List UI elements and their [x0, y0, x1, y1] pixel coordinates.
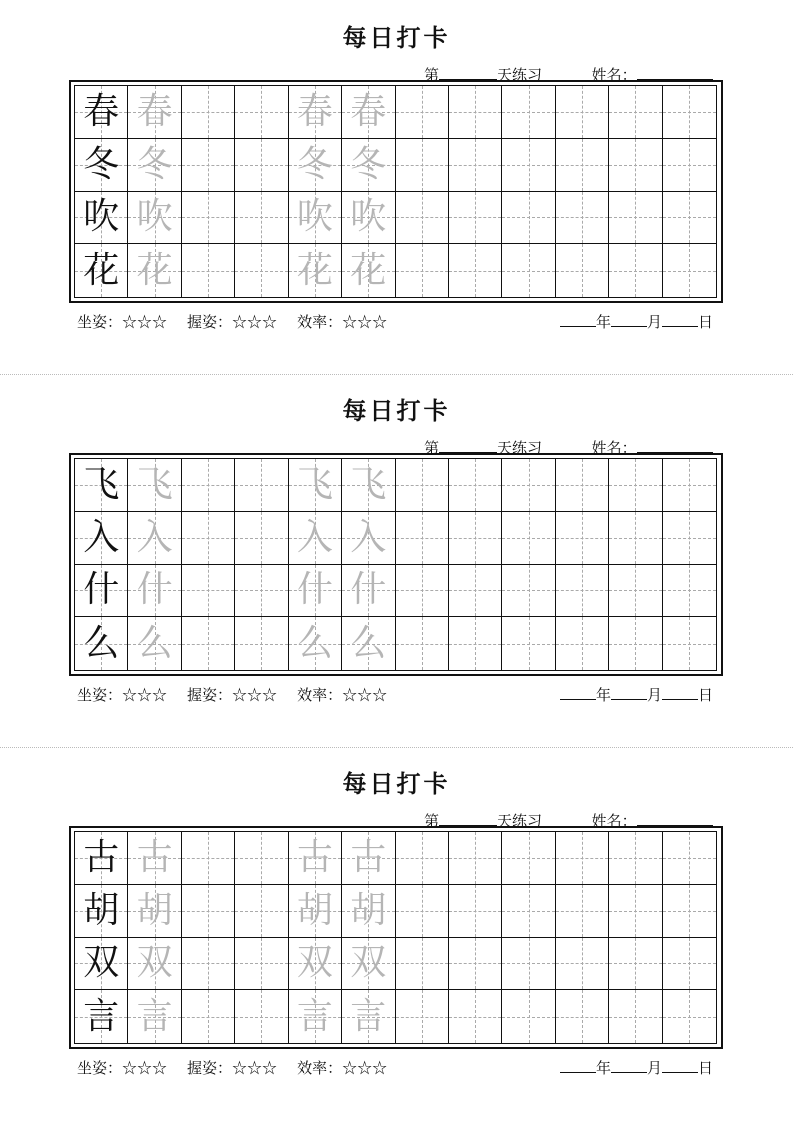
model-character: 双	[83, 942, 120, 984]
trace-character: 飞	[136, 463, 173, 505]
grid-cell[interactable]	[502, 832, 555, 885]
grid-cell[interactable]	[502, 244, 555, 297]
trace-character: 胡	[350, 889, 387, 931]
trace-character: 春	[136, 90, 173, 132]
grid-cell[interactable]	[128, 139, 181, 192]
day-prefix: 第	[424, 439, 440, 457]
grid-cell[interactable]	[128, 459, 181, 512]
rating	[187, 686, 277, 704]
star-rating[interactable]: ☆☆☆	[232, 313, 278, 331]
grid-cell[interactable]	[75, 885, 128, 938]
grid-cell[interactable]	[502, 885, 555, 938]
footer-row	[77, 1057, 717, 1078]
model-character: 古	[83, 836, 120, 878]
grid-cell[interactable]	[75, 617, 128, 670]
trace-character: 么	[350, 622, 387, 664]
grid-cell[interactable]	[128, 990, 181, 1043]
grid-cell[interactable]	[502, 617, 555, 670]
grid-cell[interactable]	[396, 459, 449, 512]
month-label: 月	[646, 1059, 662, 1077]
grid-cell[interactable]	[128, 86, 181, 139]
trace-character: 古	[136, 836, 173, 878]
grid-cell[interactable]	[502, 938, 555, 991]
model-character: 胡	[83, 889, 120, 931]
trace-character: 飞	[296, 463, 333, 505]
grid-cell[interactable]	[609, 512, 662, 565]
practice-section	[0, 0, 793, 373]
grid-cell[interactable]	[663, 244, 716, 297]
grid-cell[interactable]	[396, 565, 449, 618]
grid-cell[interactable]	[663, 885, 716, 938]
grid-cell[interactable]	[502, 512, 555, 565]
grid-cell[interactable]	[182, 192, 235, 245]
model-character: 吹	[83, 196, 120, 238]
grid-cell[interactable]	[396, 990, 449, 1043]
writing-grid	[69, 80, 723, 303]
day-input-line[interactable]	[439, 65, 497, 80]
rating	[297, 313, 387, 331]
grid-cell[interactable]	[235, 86, 288, 139]
model-character: 什	[83, 569, 120, 611]
trace-character: 冬	[296, 143, 333, 185]
grid-cell[interactable]	[556, 192, 609, 245]
grid-cell[interactable]	[289, 885, 342, 938]
trace-character: 冬	[350, 143, 387, 185]
grid-cell[interactable]	[289, 244, 342, 297]
grid-cell[interactable]	[449, 244, 502, 297]
grid-cell[interactable]	[289, 565, 342, 618]
grid-cell[interactable]	[235, 832, 288, 885]
trace-character: 吹	[296, 196, 333, 238]
grid-cell[interactable]	[182, 990, 235, 1043]
grid-cell[interactable]	[342, 565, 395, 618]
rating	[297, 686, 387, 704]
star-rating[interactable]: ☆☆☆	[122, 1059, 168, 1077]
cut-line-divider	[0, 374, 793, 375]
grid-cell[interactable]	[235, 565, 288, 618]
rating-label: 坐姿：	[77, 313, 123, 331]
grid-cell[interactable]	[556, 990, 609, 1043]
name-label: 姓名：	[591, 66, 637, 84]
grid-cell[interactable]	[342, 192, 395, 245]
rating-label: 效率：	[297, 313, 343, 331]
grid-cell[interactable]	[609, 459, 662, 512]
grid-cell[interactable]	[663, 938, 716, 991]
trace-character: 入	[350, 516, 387, 558]
grid-cell[interactable]	[75, 192, 128, 245]
grid-cell[interactable]	[128, 617, 181, 670]
grid-cell[interactable]	[182, 459, 235, 512]
month-line[interactable]	[611, 312, 647, 327]
grid-cell[interactable]	[449, 990, 502, 1043]
rating	[187, 313, 277, 331]
rating	[297, 1059, 387, 1077]
grid-cell[interactable]	[235, 139, 288, 192]
grid-cell[interactable]	[609, 938, 662, 991]
trace-character: 什	[136, 569, 173, 611]
model-character: 花	[83, 249, 120, 291]
grid-cell[interactable]	[502, 139, 555, 192]
trace-character: 什	[350, 569, 387, 611]
day-label: 日	[697, 313, 713, 331]
year-line[interactable]	[560, 1058, 596, 1073]
grid-cell[interactable]	[449, 938, 502, 991]
grid-cell[interactable]	[556, 617, 609, 670]
grid-cell[interactable]	[75, 565, 128, 618]
grid-cell[interactable]	[609, 244, 662, 297]
day-input-line[interactable]	[439, 811, 497, 826]
grid-cell[interactable]	[75, 990, 128, 1043]
grid-cell[interactable]	[609, 885, 662, 938]
grid-cell[interactable]	[342, 938, 395, 991]
grid-cell[interactable]	[128, 192, 181, 245]
grid-cell[interactable]	[128, 938, 181, 991]
model-character: 入	[83, 516, 120, 558]
star-rating[interactable]: ☆☆☆	[232, 686, 278, 704]
year-label: 年	[595, 313, 611, 331]
model-character: 言	[83, 995, 120, 1037]
grid-cell[interactable]	[502, 192, 555, 245]
grid-cell[interactable]	[128, 244, 181, 297]
grid-cell[interactable]	[609, 86, 662, 139]
grid-cell[interactable]	[663, 617, 716, 670]
grid-cell[interactable]	[75, 938, 128, 991]
trace-character: 冬	[136, 143, 173, 185]
star-rating[interactable]: ☆☆☆	[122, 313, 168, 331]
day-label: 日	[697, 1059, 713, 1077]
trace-character: 吹	[350, 196, 387, 238]
model-character: 春	[83, 90, 120, 132]
trace-character: 胡	[136, 889, 173, 931]
name-input-line[interactable]	[637, 811, 713, 826]
section-title: 每日打卡	[342, 769, 451, 798]
star-rating[interactable]: ☆☆☆	[122, 686, 168, 704]
star-rating[interactable]: ☆☆☆	[342, 1059, 388, 1077]
trace-character: 花	[296, 249, 333, 291]
day-suffix: 天练习	[497, 439, 543, 457]
grid-cell[interactable]	[449, 565, 502, 618]
trace-character: 春	[296, 90, 333, 132]
model-character: 飞	[83, 463, 120, 505]
trace-character: 双	[136, 942, 173, 984]
grid-cell[interactable]	[128, 512, 181, 565]
grid-cell[interactable]	[556, 832, 609, 885]
grid-cell[interactable]	[289, 938, 342, 991]
rating	[77, 1059, 167, 1077]
day-suffix: 天练习	[497, 66, 543, 84]
model-character: 么	[83, 622, 120, 664]
grid-cell[interactable]	[449, 617, 502, 670]
trace-character: 双	[296, 942, 333, 984]
trace-character: 么	[296, 622, 333, 664]
grid-cell[interactable]	[289, 832, 342, 885]
grid-cell[interactable]	[663, 192, 716, 245]
grid-cell[interactable]	[609, 192, 662, 245]
grid-cell[interactable]	[182, 139, 235, 192]
grid-cell[interactable]	[182, 617, 235, 670]
rating-label: 握姿：	[187, 1059, 233, 1077]
grid-cell[interactable]	[128, 885, 181, 938]
footer-row	[77, 684, 717, 705]
month-line[interactable]	[611, 1058, 647, 1073]
trace-character: 言	[350, 995, 387, 1037]
grid-cell[interactable]	[235, 885, 288, 938]
grid-cell[interactable]	[75, 832, 128, 885]
grid-cell[interactable]	[235, 459, 288, 512]
grid-cell[interactable]	[556, 244, 609, 297]
grid-cell[interactable]	[502, 990, 555, 1043]
trace-character: 古	[296, 836, 333, 878]
rating-label: 效率：	[297, 1059, 343, 1077]
grid-cell[interactable]	[342, 86, 395, 139]
rating-label: 效率：	[297, 686, 343, 704]
trace-character: 言	[296, 995, 333, 1037]
writing-grid	[69, 826, 723, 1049]
year-line[interactable]	[560, 312, 596, 327]
grid-cell[interactable]	[609, 990, 662, 1043]
grid-cell[interactable]	[289, 139, 342, 192]
year-label: 年	[595, 686, 611, 704]
grid-cell[interactable]	[396, 192, 449, 245]
grid-cell[interactable]	[449, 192, 502, 245]
name-input-line[interactable]	[637, 438, 713, 453]
trace-character: 花	[136, 249, 173, 291]
grid-cell[interactable]	[396, 244, 449, 297]
grid-cell[interactable]	[502, 459, 555, 512]
year-line[interactable]	[560, 685, 596, 700]
grid-cell[interactable]	[182, 512, 235, 565]
grid-cell[interactable]	[75, 459, 128, 512]
day-prefix: 第	[424, 66, 440, 84]
grid-cell[interactable]	[75, 512, 128, 565]
grid-cell[interactable]	[449, 139, 502, 192]
grid-cell[interactable]	[449, 512, 502, 565]
trace-character: 飞	[350, 463, 387, 505]
grid-cell[interactable]	[342, 512, 395, 565]
month-label: 月	[646, 686, 662, 704]
date-field	[560, 1057, 713, 1078]
day-input-line[interactable]	[439, 438, 497, 453]
star-rating[interactable]: ☆☆☆	[342, 686, 388, 704]
grid-cell[interactable]	[235, 512, 288, 565]
writing-grid	[69, 453, 723, 676]
grid-cell[interactable]	[75, 244, 128, 297]
day-label: 日	[697, 686, 713, 704]
day-line[interactable]	[662, 312, 698, 327]
date-field	[560, 311, 713, 332]
grid-cell[interactable]	[182, 938, 235, 991]
rating	[77, 686, 167, 704]
grid-cell[interactable]	[663, 139, 716, 192]
grid-cell[interactable]	[75, 139, 128, 192]
rating	[187, 1059, 277, 1077]
grid-cell[interactable]	[556, 86, 609, 139]
trace-character: 么	[136, 622, 173, 664]
grid-cell[interactable]	[449, 459, 502, 512]
grid-cell[interactable]	[182, 565, 235, 618]
rating-label: 坐姿：	[77, 1059, 123, 1077]
grid-cell[interactable]	[289, 617, 342, 670]
trace-character: 吹	[136, 196, 173, 238]
grid-cell[interactable]	[663, 832, 716, 885]
grid-cell[interactable]	[342, 885, 395, 938]
grid-cell[interactable]	[289, 512, 342, 565]
name-label: 姓名：	[591, 439, 637, 457]
name-label: 姓名：	[591, 812, 637, 830]
month-label: 月	[646, 313, 662, 331]
grid-cell[interactable]	[663, 512, 716, 565]
star-rating[interactable]: ☆☆☆	[342, 313, 388, 331]
rating-label: 握姿：	[187, 686, 233, 704]
grid-cell[interactable]	[235, 938, 288, 991]
grid-cell[interactable]	[556, 885, 609, 938]
grid-cell[interactable]	[502, 565, 555, 618]
rating-label: 握姿：	[187, 313, 233, 331]
grid-cell[interactable]	[182, 244, 235, 297]
grid-cell[interactable]	[289, 192, 342, 245]
grid-cell[interactable]	[556, 938, 609, 991]
grid-cell[interactable]	[342, 244, 395, 297]
star-rating[interactable]: ☆☆☆	[232, 1059, 278, 1077]
name-input-line[interactable]	[637, 65, 713, 80]
grid-cell[interactable]	[342, 617, 395, 670]
grid-cell[interactable]	[396, 512, 449, 565]
practice-section	[0, 746, 793, 1119]
grid-cell[interactable]	[396, 86, 449, 139]
month-line[interactable]	[611, 685, 647, 700]
model-character: 冬	[83, 143, 120, 185]
footer-row	[77, 311, 717, 332]
trace-character: 入	[136, 516, 173, 558]
trace-character: 花	[350, 249, 387, 291]
day-line[interactable]	[662, 685, 698, 700]
grid-cell[interactable]	[396, 832, 449, 885]
grid-cell[interactable]	[556, 459, 609, 512]
trace-character: 言	[136, 995, 173, 1037]
section-title: 每日打卡	[342, 396, 451, 425]
trace-character: 入	[296, 516, 333, 558]
grid-cell[interactable]	[289, 86, 342, 139]
grid-cell[interactable]	[556, 512, 609, 565]
grid-cell[interactable]	[235, 244, 288, 297]
grid-cell[interactable]	[182, 86, 235, 139]
rating	[77, 313, 167, 331]
grid-cell[interactable]	[235, 990, 288, 1043]
grid-cell[interactable]	[609, 139, 662, 192]
rating-label: 坐姿：	[77, 686, 123, 704]
grid-cell[interactable]	[128, 832, 181, 885]
grid-cell[interactable]	[556, 565, 609, 618]
practice-section	[0, 373, 793, 746]
grid-cell[interactable]	[75, 86, 128, 139]
grid-cell[interactable]	[396, 885, 449, 938]
trace-character: 古	[350, 836, 387, 878]
grid-cell[interactable]	[182, 832, 235, 885]
section-title: 每日打卡	[342, 23, 451, 52]
day-prefix: 第	[424, 812, 440, 830]
grid-cell[interactable]	[502, 86, 555, 139]
grid-cell[interactable]	[128, 565, 181, 618]
day-line[interactable]	[662, 1058, 698, 1073]
grid-cell[interactable]	[289, 459, 342, 512]
grid-cell[interactable]	[449, 885, 502, 938]
grid-cell[interactable]	[396, 617, 449, 670]
date-field	[560, 684, 713, 705]
year-label: 年	[595, 1059, 611, 1077]
grid-cell[interactable]	[342, 459, 395, 512]
grid-cell[interactable]	[449, 832, 502, 885]
grid-cell[interactable]	[449, 86, 502, 139]
grid-cell[interactable]	[396, 139, 449, 192]
grid-cell[interactable]	[609, 832, 662, 885]
grid-cell[interactable]	[663, 990, 716, 1043]
trace-character: 春	[350, 90, 387, 132]
grid-cell[interactable]	[235, 192, 288, 245]
grid-cell[interactable]	[609, 617, 662, 670]
grid-cell[interactable]	[289, 990, 342, 1043]
grid-cell[interactable]	[342, 832, 395, 885]
cut-line-divider	[0, 747, 793, 748]
grid-cell[interactable]	[235, 617, 288, 670]
grid-cell[interactable]	[663, 86, 716, 139]
grid-cell[interactable]	[342, 990, 395, 1043]
day-suffix: 天练习	[497, 812, 543, 830]
trace-character: 胡	[296, 889, 333, 931]
grid-cell[interactable]	[609, 565, 662, 618]
trace-character: 什	[296, 569, 333, 611]
grid-cell[interactable]	[182, 885, 235, 938]
grid-cell[interactable]	[663, 565, 716, 618]
grid-cell[interactable]	[396, 938, 449, 991]
grid-cell[interactable]	[342, 139, 395, 192]
grid-cell[interactable]	[556, 139, 609, 192]
trace-character: 双	[350, 942, 387, 984]
grid-cell[interactable]	[663, 459, 716, 512]
